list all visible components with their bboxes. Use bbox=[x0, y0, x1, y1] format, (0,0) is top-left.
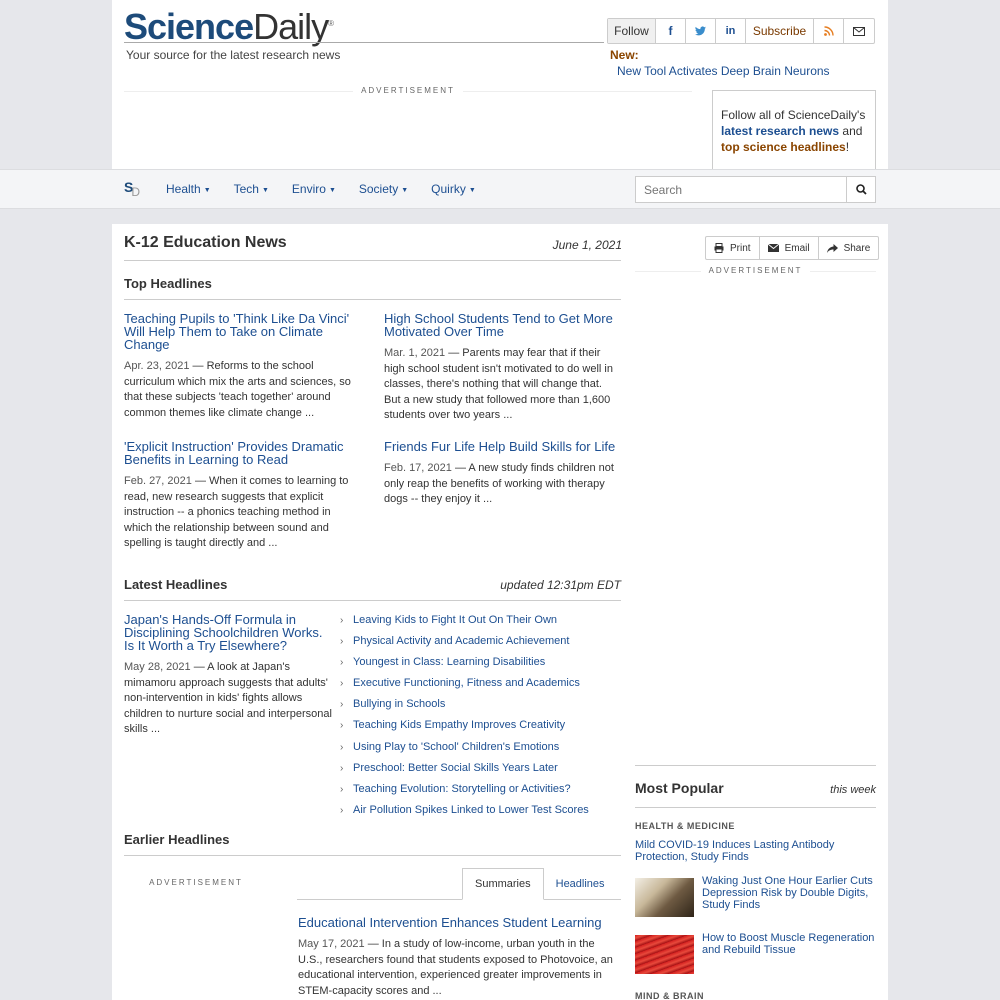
chevron-right-icon: › bbox=[340, 699, 344, 711]
envelope-icon[interactable] bbox=[844, 19, 874, 43]
chevron-right-icon: › bbox=[340, 804, 344, 816]
most-popular-title: Most Popular bbox=[635, 780, 724, 796]
chevron-right-icon: › bbox=[340, 615, 344, 626]
story-title-link[interactable]: 'Explicit Instruction' Provides Dramatic Benefits in Learning to Read bbox=[124, 439, 344, 467]
story-title-link[interactable]: Japan's Hands-Off Formula in Disciplining Schoolchildren Works. Is It Worth a Try Elsewhere? bbox=[124, 612, 323, 653]
nav-menu bbox=[166, 182, 499, 196]
page-title: K-12 Education News bbox=[124, 234, 287, 251]
logo-science: Science bbox=[124, 6, 254, 47]
chevron-right-icon: › bbox=[340, 720, 344, 732]
caret-down-icon: ▼ bbox=[401, 187, 409, 194]
share-button[interactable]: Share bbox=[819, 237, 879, 259]
tagline: Your source for the latest research news bbox=[126, 48, 341, 62]
story-thumbnail[interactable] bbox=[635, 935, 694, 974]
list-item[interactable]: › Air Pollution Spikes Linked to Lower Test Scores bbox=[340, 800, 620, 821]
divider bbox=[124, 260, 621, 261]
advertisement-label: ADVERTISEMENT bbox=[117, 878, 275, 887]
divider bbox=[635, 807, 876, 808]
story-thumbnail[interactable] bbox=[635, 878, 694, 917]
story-title-link[interactable]: High School Students Tend to Get More Motivated Over Time bbox=[384, 311, 613, 339]
list-item[interactable]: › Teaching Kids Empathy Improves Creativity bbox=[340, 715, 620, 736]
divider bbox=[124, 855, 621, 856]
top-story: Friends Fur Life Help Build Skills for Life Feb. 17, 2021 — A new study finds children not only reap the benefits of working with therapy dogs -- they enjoy it ... bbox=[384, 440, 621, 508]
divider bbox=[635, 765, 876, 766]
new-label: New: bbox=[610, 48, 639, 62]
nav-item-quirky[interactable]: Quirky ▼ bbox=[431, 182, 476, 196]
facebook-icon[interactable]: f bbox=[656, 19, 686, 43]
caret-down-icon: ▼ bbox=[203, 187, 211, 194]
list-item[interactable]: › Executive Functioning, Fitness and Academics bbox=[340, 673, 620, 694]
print-icon bbox=[714, 243, 724, 253]
advertisement-label: ADVERTISEMENT bbox=[635, 266, 876, 275]
page-date: June 1, 2021 bbox=[552, 238, 622, 252]
site-logo[interactable]: ScienceDaily® bbox=[124, 6, 334, 47]
updated-time: updated 12:31pm EDT bbox=[500, 578, 621, 592]
latest-feature-story: Japan's Hands-Off Formula in Disciplining Schoolchildren Works. Is It Worth a Try Elsewhere? May 28, 2021 — A look at Japan's mimamoru approach suggests that adults' non-intervention in kids' fights allows children to nurture social and interpersonal skills ... bbox=[124, 612, 332, 736]
top-headlines-link[interactable]: top science headlines bbox=[721, 140, 846, 154]
search-input[interactable] bbox=[635, 176, 846, 203]
print-button[interactable]: Print bbox=[706, 237, 760, 259]
nav-bar bbox=[0, 169, 1000, 209]
most-popular-period[interactable]: this week bbox=[830, 784, 876, 796]
earlier-story: Educational Intervention Enhances Student Learning May 17, 2021 — In a study of low-income, urban youth in the U.S., researchers found that students exposed to Photovoice, an educational intervention, experienced greater improvements in STEM-capacity scores and ... bbox=[298, 916, 620, 999]
follow-button[interactable]: Follow bbox=[608, 19, 656, 43]
nav-item-society[interactable]: Society ▼ bbox=[358, 182, 409, 196]
top-story: Teaching Pupils to 'Think Like Da Vinci' Will Help Them to Take on Climate Change Apr. 23, 2021 — Reforms to the school curriculum which mix the arts and sciences, so that these subjects 'teach together' around common themes like climate change ... bbox=[124, 312, 361, 421]
logo-daily: Daily bbox=[253, 6, 329, 47]
logo-underline bbox=[124, 42, 604, 43]
top-story: High School Students Tend to Get More Motivated Over Time Mar. 1, 2021 — Parents may fear that if their high school student isn't motivated to do well in classes, there's nothing that will change that. But a new study that followed more than 1,600 students over two years ... bbox=[384, 312, 621, 424]
share-icon bbox=[827, 244, 838, 253]
chevron-right-icon: › bbox=[340, 678, 344, 690]
tab-summaries[interactable]: Summaries bbox=[462, 868, 544, 900]
list-item[interactable]: › Physical Activity and Academic Achievement bbox=[340, 631, 620, 652]
rss-icon[interactable] bbox=[814, 19, 844, 43]
chevron-right-icon: › bbox=[340, 741, 344, 753]
main-content bbox=[112, 224, 888, 1000]
nav-logo[interactable]: SD bbox=[124, 179, 141, 199]
list-item[interactable]: › Youngest in Class: Learning Disabilities bbox=[340, 652, 620, 673]
chevron-right-icon: › bbox=[340, 657, 344, 669]
chevron-right-icon: › bbox=[340, 762, 344, 774]
search-form bbox=[635, 176, 876, 203]
caret-down-icon: ▼ bbox=[328, 187, 336, 194]
earlier-tabs bbox=[462, 868, 617, 900]
list-item[interactable]: › Leaving Kids to Fight It Out On Their Own bbox=[340, 610, 620, 631]
list-item[interactable]: › Using Play to 'School' Children's Emotions bbox=[340, 737, 620, 758]
list-item[interactable]: › Bullying in Schools bbox=[340, 694, 620, 715]
linkedin-icon[interactable]: in bbox=[716, 19, 746, 43]
story-title-link[interactable]: Educational Intervention Enhances Student Learning bbox=[298, 915, 602, 930]
story-title-link[interactable]: Teaching Pupils to 'Think Like Da Vinci' Will Help Them to Take on Climate Change bbox=[124, 311, 350, 352]
tab-headlines[interactable]: Headlines bbox=[555, 878, 605, 890]
search-button[interactable] bbox=[846, 176, 876, 203]
latest-headlines-list bbox=[340, 610, 620, 821]
divider bbox=[124, 600, 621, 601]
nav-item-tech[interactable]: Tech ▼ bbox=[233, 182, 269, 196]
list-item[interactable]: › Preschool: Better Social Skills Years Later bbox=[340, 758, 620, 779]
divider bbox=[124, 299, 621, 300]
subscribe-button[interactable]: Subscribe bbox=[746, 19, 814, 43]
twitter-icon[interactable] bbox=[686, 19, 716, 43]
new-story-link[interactable]: New Tool Activates Deep Brain Neurons bbox=[617, 64, 830, 78]
latest-research-link[interactable]: latest research news bbox=[721, 124, 840, 138]
caret-down-icon: ▼ bbox=[261, 187, 269, 194]
story-title-link[interactable]: Friends Fur Life Help Build Skills for Life bbox=[384, 439, 616, 454]
chevron-right-icon: › bbox=[340, 783, 344, 795]
popular-story-link[interactable]: Mild COVID-19 Induces Lasting Antibody Protection, Study Finds bbox=[635, 839, 835, 863]
caret-down-icon: ▼ bbox=[468, 187, 476, 194]
share-tools bbox=[705, 236, 879, 260]
category-label: MIND & BRAIN bbox=[635, 991, 704, 1000]
nav-item-health[interactable]: Health ▼ bbox=[166, 182, 211, 196]
email-button[interactable]: Email bbox=[760, 237, 819, 259]
advertisement-label: ADVERTISEMENT bbox=[124, 86, 692, 95]
search-icon bbox=[856, 184, 867, 195]
header bbox=[112, 0, 888, 170]
category-label: HEALTH & MEDICINE bbox=[635, 821, 735, 831]
popular-story-link[interactable]: How to Boost Muscle Regeneration and Rebuild Tissue bbox=[702, 932, 875, 956]
latest-headlines-title: Latest Headlines bbox=[124, 577, 228, 592]
nav-item-enviro[interactable]: Enviro ▼ bbox=[291, 182, 336, 196]
chevron-right-icon: › bbox=[340, 636, 344, 648]
earlier-headlines-title: Earlier Headlines bbox=[124, 832, 230, 847]
popular-story-link[interactable]: Waking Just One Hour Earlier Cuts Depression Risk by Double Digits, Study Finds bbox=[702, 875, 873, 911]
top-story: 'Explicit Instruction' Provides Dramatic Benefits in Learning to Read Feb. 27, 2021 — When it comes to learning to read, new research suggests that explicit instruction -- a phonics teaching method in which the relationship between sound and spelling is taught directly and ... bbox=[124, 440, 361, 552]
follow-box: Follow all of ScienceDaily's latest research news and top science headlines! bbox=[712, 90, 876, 170]
envelope-icon bbox=[768, 244, 779, 252]
list-item[interactable]: › Teaching Evolution: Storytelling or Activities? bbox=[340, 779, 620, 800]
top-headlines-title: Top Headlines bbox=[124, 276, 212, 291]
follow-bar bbox=[607, 18, 875, 44]
